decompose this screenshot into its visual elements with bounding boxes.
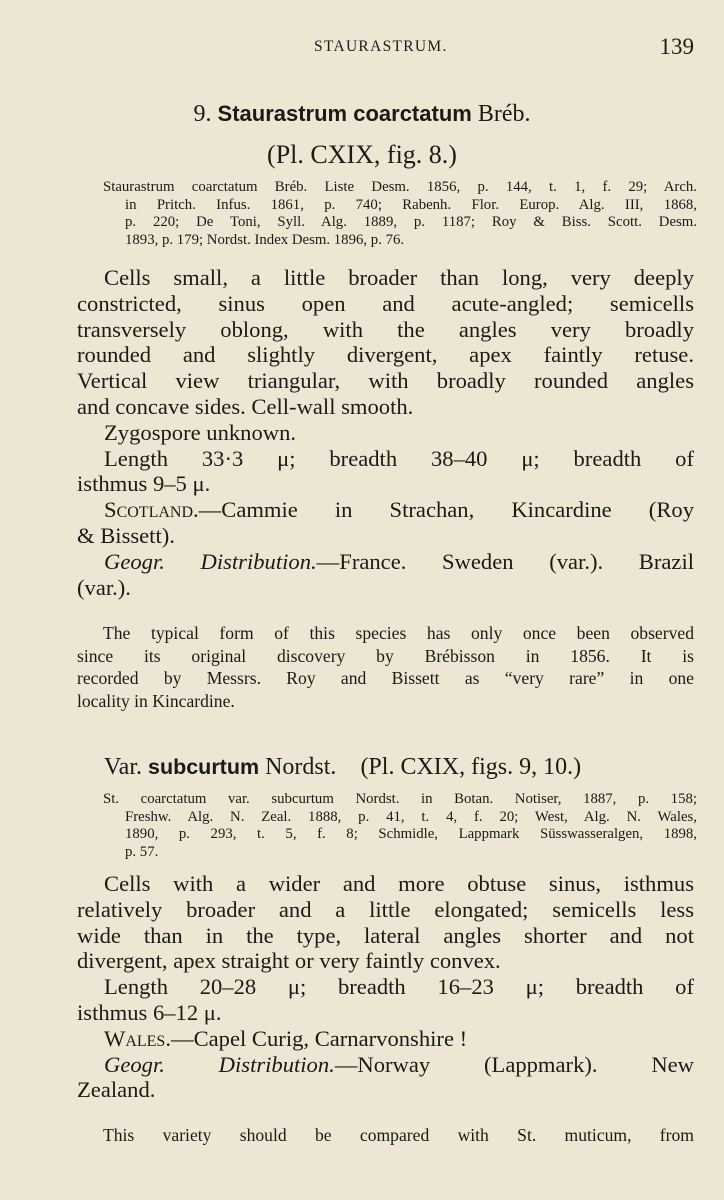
zygospore-text: Zygospore unknown. <box>104 419 297 445</box>
variety-note <box>103 1124 694 1147</box>
reference-line: 1893, p. 179; Nordst. Index Desm. 1896, p. 76. <box>125 231 405 248</box>
species-description <box>77 265 694 600</box>
species-note <box>77 622 694 712</box>
reference-line: in Pritch. Infus. 1861, p. 740; Rabenh. Flor. Europ. Alg. III, 1868, <box>125 196 697 213</box>
distribution-line: Zealand. <box>77 1077 156 1103</box>
species-name: Staurastrum coarctatum <box>217 101 472 126</box>
species-plate: (Pl. CXIX, fig. 8.) <box>267 140 457 169</box>
locality-line: & Bissett). <box>77 522 175 548</box>
dimensions-line: Length 20–28 μ; breadth 16–23 μ; breadth of <box>104 974 694 1000</box>
variety-plate: (Pl. CXIX, figs. 9, 10.) <box>360 754 582 780</box>
variety-author: Nordst. <box>265 754 337 780</box>
distribution-text: —France. Sweden (var.). Brazil <box>316 548 694 574</box>
description-line: divergent, apex straight or very faintly convex. <box>77 948 501 974</box>
note-line: This variety should be compared with St. muticum, from <box>103 1125 694 1145</box>
description-line: wide than in the type, lateral angles shorter and not <box>77 922 694 948</box>
reference-line: Staurastrum coarctatum Bréb. Liste Desm. 1856, p. 144, t. 1, f. 29; Arch. <box>103 179 697 195</box>
description-line: transversely oblong, with the angles very broadly <box>77 316 694 342</box>
locality-line <box>77 1026 694 1052</box>
locality-region: Scotland. <box>104 497 199 523</box>
description-line: Vertical view triangular, with broadly rounded angles <box>77 368 694 394</box>
dimensions-line: isthmus 6–12 μ. <box>77 999 222 1025</box>
description-line: rounded and slightly divergent, apex faintly retuse. <box>77 342 694 368</box>
note-line: The typical form of this species has only once been observed <box>103 623 694 643</box>
running-head-title: STAURASTRUM. <box>314 38 448 55</box>
description-line: and concave sides. Cell-wall smooth. <box>77 393 414 419</box>
distribution-line: (var.). <box>77 574 131 600</box>
species-number: 9. <box>193 101 212 127</box>
species-heading <box>0 101 724 128</box>
page-number: 139 <box>659 34 694 59</box>
variety-description <box>77 871 694 1103</box>
distribution-text: —Norway (Lappmark). New <box>334 1051 694 1077</box>
species-references <box>103 179 697 249</box>
species-author: Bréb. <box>477 101 531 127</box>
variety-heading <box>104 754 581 781</box>
description-line: Cells with a wider and more obtuse sinus, isthmus <box>104 871 694 896</box>
reference-line: 1890, p. 293, t. 5, f. 8; Schmidle, Lappmark Süsswasseralgen, 1898, <box>125 826 697 843</box>
dimensions-line: isthmus 9–5 μ. <box>77 471 211 497</box>
variety-references <box>103 791 697 861</box>
locality-line <box>77 497 694 523</box>
locality-text: —Capel Curig, Carnarvonshire ! <box>170 1025 468 1051</box>
running-head <box>0 34 724 68</box>
reference-line: Freshw. Alg. N. Zeal. 1888, p. 41, t. 4, f. 20; West, Alg. N. Wales, <box>125 808 697 825</box>
note-line: locality in Kincardine. <box>77 690 235 711</box>
note-line: since its original discovery by Brébisson in 1856. It is <box>77 645 694 666</box>
distribution-line <box>77 549 694 575</box>
reference-line: p. 220; De Toni, Syll. Alg. 1889, p. 1187; Roy & Biss. Scott. Desm. <box>125 214 697 231</box>
variety-name: subcurtum <box>148 755 260 779</box>
note-line: recorded by Messrs. Roy and Bissett as “very rare” in one <box>77 668 694 688</box>
locality-text: —Cammie in Strachan, Kincardine (Roy <box>198 497 694 523</box>
reference-line: p. 57. <box>125 843 159 860</box>
locality-region: Wales. <box>104 1025 171 1051</box>
distribution-label: Geogr. Distribution. <box>104 1051 335 1077</box>
description-line: Cells small, a little broader than long, very deeply <box>104 265 694 290</box>
description-line: constricted, sinus open and acute-angled; semicells <box>77 290 694 316</box>
distribution-line <box>77 1052 694 1078</box>
variety-prefix: Var. <box>104 754 142 780</box>
reference-line: St. coarctatum var. subcurtum Nordst. in Botan. Notiser, 1887, p. 158; <box>103 791 697 807</box>
dimensions-line: Length 33·3 μ; breadth 38–40 μ; breadth of <box>104 445 694 471</box>
distribution-label: Geogr. Distribution. <box>104 548 317 574</box>
description-line: relatively broader and a little elongated; semicells less <box>77 896 694 922</box>
